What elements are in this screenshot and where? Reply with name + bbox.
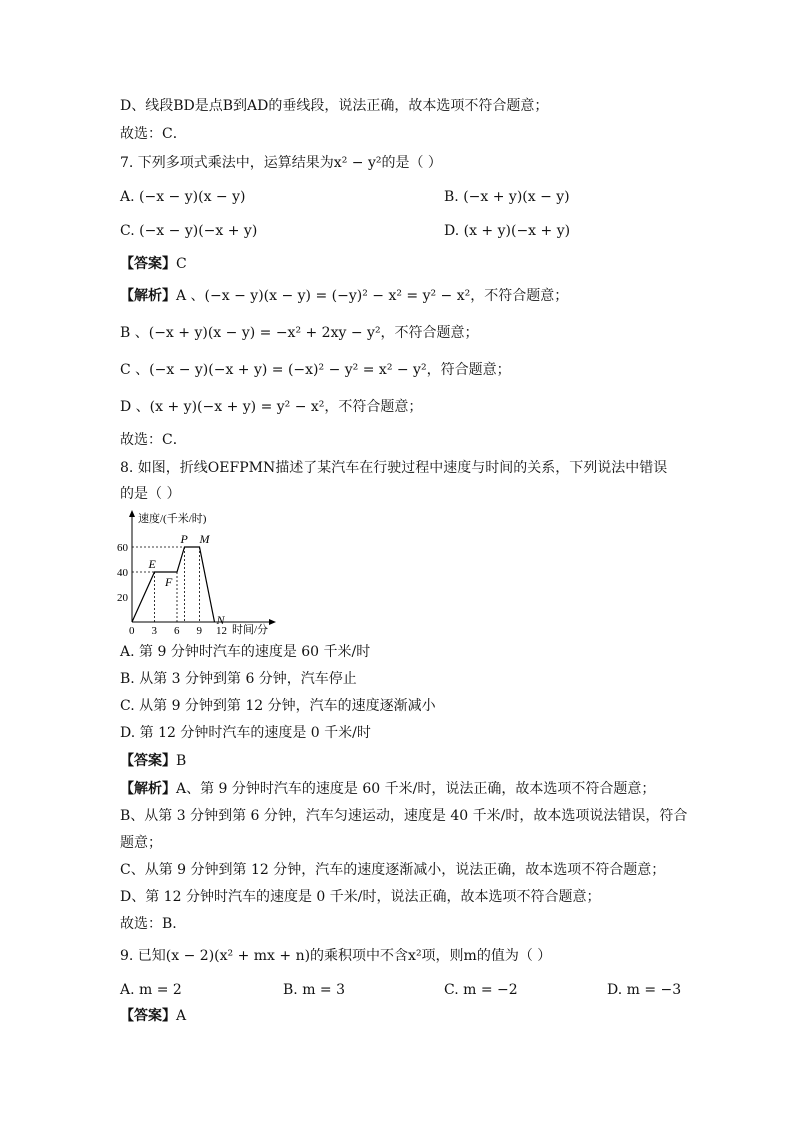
answer-value: B <box>176 753 187 769</box>
question-9: 9. 已知(x − 2)(x² + mx + n)的乘积项中不含x²项，则m的值为（ ） <box>120 948 552 964</box>
speed-polyline <box>132 547 215 622</box>
answer-label: 【答案】 <box>120 753 176 769</box>
analysis-text: A 、(−x − y)(x − y) = (−y)² − x² = y² − x²，不符合题意； <box>176 288 569 304</box>
option-a: A. (−x − y)(x − y) <box>120 189 246 205</box>
point-label: P <box>180 532 188 546</box>
analysis-line: C 、(−x − y)(−x + y) = (−x)² − y² = x² − y²，符合题意； <box>120 362 511 378</box>
answer-label: 【答案】 <box>120 256 176 272</box>
analysis-line: 题意； <box>120 835 162 851</box>
option-a: A. m = 2 <box>120 982 182 998</box>
answer-row <box>120 1006 186 1026</box>
point-label: E <box>148 557 156 571</box>
text-line: 故选：C． <box>120 126 187 142</box>
analysis-row <box>120 779 655 799</box>
text-line: D、线段BD是点B到AD的垂线段，说法正确，故本选项不符合题意； <box>120 98 549 114</box>
option-d: D. m = −3 <box>607 982 682 998</box>
option-b: B. 从第 3 分钟到第 6 分钟，汽车停止 <box>120 671 357 687</box>
question-8: 8. 如图，折线OEFPMN描述了某汽车在行驶过程中速度与时间的关系，下列说法中错误 <box>120 460 668 476</box>
answer-label: 【答案】 <box>120 1008 176 1024</box>
choose-line: 故选：C． <box>120 432 187 448</box>
point-label: F <box>165 575 173 589</box>
analysis-label: 【解析】 <box>120 781 176 797</box>
speed-time-chart <box>112 508 282 638</box>
answer-value: C <box>176 256 187 272</box>
y-axis-arrow <box>129 510 135 517</box>
x-tick-label: 6 <box>174 625 180 637</box>
analysis-line: B 、(−x + y)(x − y) = −x² + 2xy − y²，不符合题意； <box>120 325 479 341</box>
analysis-label: 【解析】 <box>120 288 176 304</box>
choose-line: 故选：B. <box>120 916 177 932</box>
option-a: A. 第 9 分钟时汽车的速度是 60 千米/时 <box>120 644 371 660</box>
x-axis-arrow <box>269 619 276 625</box>
question-7: 7. 下列多项式乘法中，运算结果为x² − y²的是（ ） <box>120 155 442 171</box>
option-c: C. (−x − y)(−x + y) <box>120 223 258 239</box>
analysis-row <box>120 286 568 306</box>
option-c: C. 从第 9 分钟到第 12 分钟，汽车的速度逐渐减小 <box>120 698 436 714</box>
answer-row <box>120 254 187 274</box>
option-c: C. m = −2 <box>444 982 518 998</box>
option-b: B. (−x + y)(x − y) <box>444 189 570 205</box>
analysis-line: D、第 12 分钟时汽车的速度是 0 千米/时，说法正确，故本选项不符合题意； <box>120 889 601 905</box>
question-8-cont: 的是（ ） <box>120 486 181 502</box>
y-tick-label: 40 <box>117 567 128 579</box>
analysis-text: A、第 9 分钟时汽车的速度是 60 千米/时，说法正确，故本选项不符合题意； <box>176 781 656 797</box>
option-d: D. (x + y)(−x + y) <box>444 223 571 239</box>
analysis-line: C、从第 9 分钟到第 12 分钟，汽车的速度逐渐减小，说法正确，故本选项不符合题意； <box>120 862 666 878</box>
x-tick-label: 3 <box>151 625 157 637</box>
point-label: N <box>216 613 225 627</box>
x-axis-title: 时间/分 <box>232 624 269 636</box>
x-tick-label: 0 <box>129 625 135 637</box>
analysis-line: B、从第 3 分钟到第 6 分钟，汽车匀速运动，速度是 40 千米/时，故本选项说法错误，符合 <box>120 808 688 824</box>
x-tick-label: 9 <box>196 625 202 637</box>
y-axis-title: 速度/(千米/时) <box>138 513 207 525</box>
y-tick-label: 20 <box>117 592 128 604</box>
x-tick-label: 12 <box>216 625 227 637</box>
answer-value: A <box>176 1008 187 1024</box>
y-tick-label: 60 <box>117 542 128 554</box>
option-b: B. m = 3 <box>283 982 346 998</box>
option-d: D. 第 12 分钟时汽车的速度是 0 千米/时 <box>120 725 371 741</box>
answer-row <box>120 751 186 771</box>
analysis-line: D 、(x + y)(−x + y) = y² − x²，不符合题意； <box>120 399 423 415</box>
point-label: M <box>199 532 210 546</box>
